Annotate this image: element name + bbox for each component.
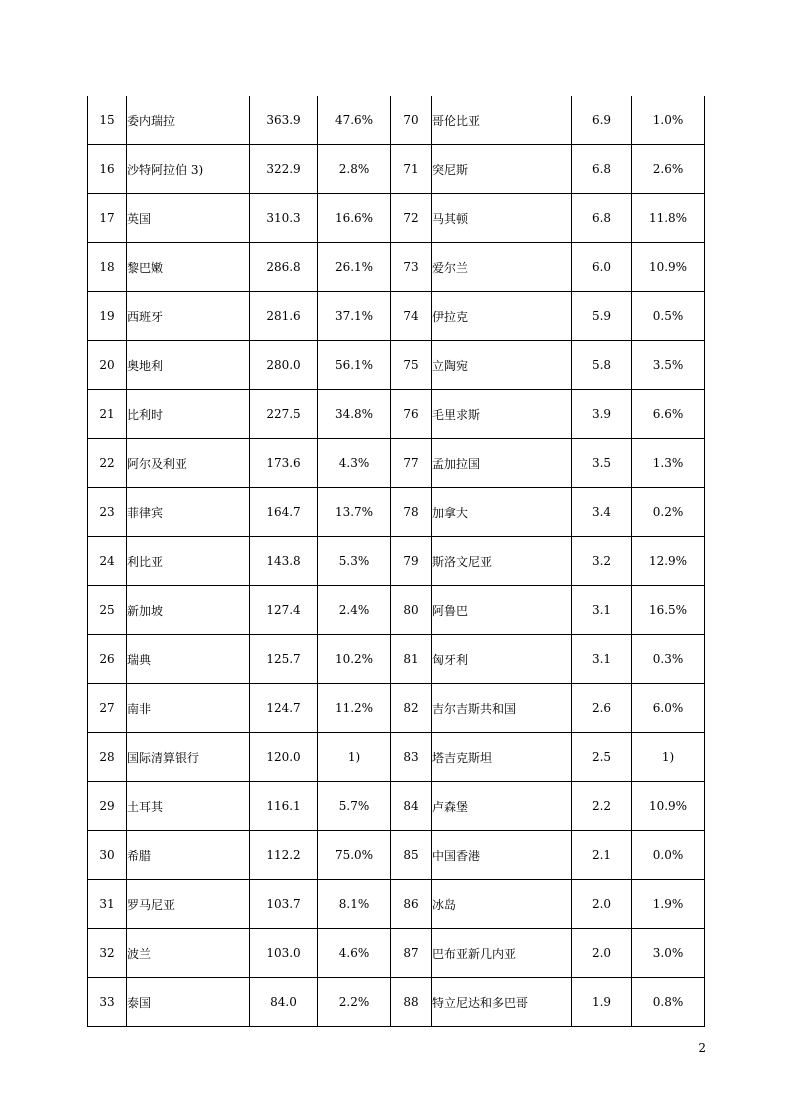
right-rank-cell: 88 (391, 978, 432, 1027)
right-percent-cell: 6.0% (632, 684, 705, 733)
left-value-cell: 120.0 (250, 733, 318, 782)
left-value-cell: 363.9 (250, 96, 318, 145)
left-country-cell: 委内瑞拉 (127, 96, 250, 145)
left-country-cell: 奥地利 (127, 341, 250, 390)
right-value-cell: 3.1 (572, 635, 632, 684)
right-value-cell: 3.2 (572, 537, 632, 586)
right-percent-cell: 16.5% (632, 586, 705, 635)
right-value-cell: 3.9 (572, 390, 632, 439)
right-percent-cell: 3.5% (632, 341, 705, 390)
left-percent-cell: 10.2% (318, 635, 391, 684)
right-percent-cell: 0.2% (632, 488, 705, 537)
left-rank-cell: 21 (88, 390, 127, 439)
left-value-cell: 84.0 (250, 978, 318, 1027)
right-percent-cell: 1.9% (632, 880, 705, 929)
right-value-cell: 6.8 (572, 194, 632, 243)
table-row (88, 586, 705, 635)
left-country-cell: 沙特阿拉伯 3) (127, 145, 250, 194)
right-value-cell: 2.2 (572, 782, 632, 831)
left-country-cell: 南非 (127, 684, 250, 733)
left-country-cell: 西班牙 (127, 292, 250, 341)
table-row (88, 194, 705, 243)
right-percent-cell: 10.9% (632, 243, 705, 292)
left-percent-cell: 4.6% (318, 929, 391, 978)
right-value-cell: 2.6 (572, 684, 632, 733)
right-value-cell: 3.4 (572, 488, 632, 537)
right-value-cell: 6.9 (572, 96, 632, 145)
table-row (88, 341, 705, 390)
right-country-cell: 立陶宛 (432, 341, 572, 390)
right-rank-cell: 72 (391, 194, 432, 243)
left-country-cell: 利比亚 (127, 537, 250, 586)
left-percent-cell: 5.3% (318, 537, 391, 586)
right-country-cell: 吉尔吉斯共和国 (432, 684, 572, 733)
right-country-cell: 特立尼达和多巴哥 (432, 978, 572, 1027)
left-country-cell: 泰国 (127, 978, 250, 1027)
left-value-cell: 322.9 (250, 145, 318, 194)
left-rank-cell: 31 (88, 880, 127, 929)
left-value-cell: 227.5 (250, 390, 318, 439)
left-value-cell: 124.7 (250, 684, 318, 733)
left-country-cell: 比利时 (127, 390, 250, 439)
right-percent-cell: 0.5% (632, 292, 705, 341)
left-percent-cell: 5.7% (318, 782, 391, 831)
left-country-cell: 波兰 (127, 929, 250, 978)
left-country-cell: 新加坡 (127, 586, 250, 635)
right-value-cell: 1.9 (572, 978, 632, 1027)
left-value-cell: 112.2 (250, 831, 318, 880)
right-percent-cell: 12.9% (632, 537, 705, 586)
left-country-cell: 希腊 (127, 831, 250, 880)
right-rank-cell: 80 (391, 586, 432, 635)
right-percent-cell: 1.0% (632, 96, 705, 145)
right-country-cell: 爱尔兰 (432, 243, 572, 292)
right-value-cell: 3.5 (572, 439, 632, 488)
right-rank-cell: 75 (391, 341, 432, 390)
right-country-cell: 孟加拉国 (432, 439, 572, 488)
right-value-cell: 6.0 (572, 243, 632, 292)
table-row (88, 929, 705, 978)
right-rank-cell: 70 (391, 96, 432, 145)
left-country-cell: 阿尔及利亚 (127, 439, 250, 488)
left-value-cell: 127.4 (250, 586, 318, 635)
left-value-cell: 143.8 (250, 537, 318, 586)
left-value-cell: 103.0 (250, 929, 318, 978)
right-percent-cell: 11.8% (632, 194, 705, 243)
table-row (88, 733, 705, 782)
table-row (88, 292, 705, 341)
right-rank-cell: 78 (391, 488, 432, 537)
right-rank-cell: 86 (391, 880, 432, 929)
left-value-cell: 125.7 (250, 635, 318, 684)
right-rank-cell: 76 (391, 390, 432, 439)
table-row (88, 831, 705, 880)
left-rank-cell: 24 (88, 537, 127, 586)
right-rank-cell: 83 (391, 733, 432, 782)
left-rank-cell: 19 (88, 292, 127, 341)
left-percent-cell: 1) (318, 733, 391, 782)
right-percent-cell: 0.8% (632, 978, 705, 1027)
right-percent-cell: 0.3% (632, 635, 705, 684)
left-rank-cell: 16 (88, 145, 127, 194)
left-country-cell: 国际清算银行 (127, 733, 250, 782)
left-percent-cell: 2.2% (318, 978, 391, 1027)
left-percent-cell: 8.1% (318, 880, 391, 929)
right-country-cell: 加拿大 (432, 488, 572, 537)
right-percent-cell: 10.9% (632, 782, 705, 831)
right-percent-cell: 6.6% (632, 390, 705, 439)
left-rank-cell: 33 (88, 978, 127, 1027)
table-row (88, 439, 705, 488)
right-country-cell: 马其顿 (432, 194, 572, 243)
table-row (88, 782, 705, 831)
right-country-cell: 塔吉克斯坦 (432, 733, 572, 782)
right-percent-cell: 3.0% (632, 929, 705, 978)
table-row (88, 537, 705, 586)
right-percent-cell: 0.0% (632, 831, 705, 880)
left-country-cell: 罗马尼亚 (127, 880, 250, 929)
table-row (88, 145, 705, 194)
left-percent-cell: 75.0% (318, 831, 391, 880)
left-rank-cell: 22 (88, 439, 127, 488)
left-rank-cell: 18 (88, 243, 127, 292)
left-rank-cell: 28 (88, 733, 127, 782)
left-rank-cell: 32 (88, 929, 127, 978)
left-rank-cell: 20 (88, 341, 127, 390)
left-rank-cell: 30 (88, 831, 127, 880)
table-body (88, 96, 705, 1027)
right-rank-cell: 81 (391, 635, 432, 684)
left-value-cell: 116.1 (250, 782, 318, 831)
left-value-cell: 286.8 (250, 243, 318, 292)
right-rank-cell: 77 (391, 439, 432, 488)
left-percent-cell: 37.1% (318, 292, 391, 341)
left-rank-cell: 25 (88, 586, 127, 635)
left-percent-cell: 26.1% (318, 243, 391, 292)
left-value-cell: 281.6 (250, 292, 318, 341)
left-value-cell: 164.7 (250, 488, 318, 537)
left-rank-cell: 26 (88, 635, 127, 684)
left-value-cell: 310.3 (250, 194, 318, 243)
table-row (88, 978, 705, 1027)
right-country-cell: 匈牙利 (432, 635, 572, 684)
right-percent-cell: 2.6% (632, 145, 705, 194)
table-row (88, 96, 705, 145)
left-percent-cell: 2.8% (318, 145, 391, 194)
table-row (88, 684, 705, 733)
left-rank-cell: 15 (88, 96, 127, 145)
left-rank-cell: 27 (88, 684, 127, 733)
right-value-cell: 2.5 (572, 733, 632, 782)
right-rank-cell: 79 (391, 537, 432, 586)
left-value-cell: 173.6 (250, 439, 318, 488)
left-percent-cell: 4.3% (318, 439, 391, 488)
left-percent-cell: 2.4% (318, 586, 391, 635)
table-row (88, 488, 705, 537)
table-row (88, 880, 705, 929)
left-percent-cell: 11.2% (318, 684, 391, 733)
left-country-cell: 黎巴嫩 (127, 243, 250, 292)
right-country-cell: 斯洛文尼亚 (432, 537, 572, 586)
left-country-cell: 瑞典 (127, 635, 250, 684)
right-percent-cell: 1) (632, 733, 705, 782)
table-row (88, 635, 705, 684)
left-percent-cell: 47.6% (318, 96, 391, 145)
right-rank-cell: 87 (391, 929, 432, 978)
right-value-cell: 5.8 (572, 341, 632, 390)
right-rank-cell: 84 (391, 782, 432, 831)
right-country-cell: 哥伦比亚 (432, 96, 572, 145)
left-country-cell: 菲律宾 (127, 488, 250, 537)
right-value-cell: 6.8 (572, 145, 632, 194)
right-value-cell: 2.1 (572, 831, 632, 880)
right-value-cell: 3.1 (572, 586, 632, 635)
gold-reserves-table (87, 96, 705, 1027)
right-country-cell: 突尼斯 (432, 145, 572, 194)
right-rank-cell: 85 (391, 831, 432, 880)
right-value-cell: 5.9 (572, 292, 632, 341)
left-rank-cell: 17 (88, 194, 127, 243)
page-number: 2 (698, 1041, 706, 1055)
right-country-cell: 中国香港 (432, 831, 572, 880)
table-row (88, 243, 705, 292)
left-rank-cell: 29 (88, 782, 127, 831)
right-value-cell: 2.0 (572, 929, 632, 978)
left-country-cell: 土耳其 (127, 782, 250, 831)
right-rank-cell: 82 (391, 684, 432, 733)
right-rank-cell: 74 (391, 292, 432, 341)
left-percent-cell: 16.6% (318, 194, 391, 243)
right-value-cell: 2.0 (572, 880, 632, 929)
right-rank-cell: 71 (391, 145, 432, 194)
right-country-cell: 毛里求斯 (432, 390, 572, 439)
right-rank-cell: 73 (391, 243, 432, 292)
left-country-cell: 英国 (127, 194, 250, 243)
right-country-cell: 伊拉克 (432, 292, 572, 341)
right-country-cell: 冰岛 (432, 880, 572, 929)
right-country-cell: 巴布亚新几内亚 (432, 929, 572, 978)
left-value-cell: 280.0 (250, 341, 318, 390)
left-value-cell: 103.7 (250, 880, 318, 929)
left-percent-cell: 34.8% (318, 390, 391, 439)
table-row (88, 390, 705, 439)
left-rank-cell: 23 (88, 488, 127, 537)
left-percent-cell: 13.7% (318, 488, 391, 537)
right-country-cell: 卢森堡 (432, 782, 572, 831)
right-country-cell: 阿鲁巴 (432, 586, 572, 635)
left-percent-cell: 56.1% (318, 341, 391, 390)
right-percent-cell: 1.3% (632, 439, 705, 488)
